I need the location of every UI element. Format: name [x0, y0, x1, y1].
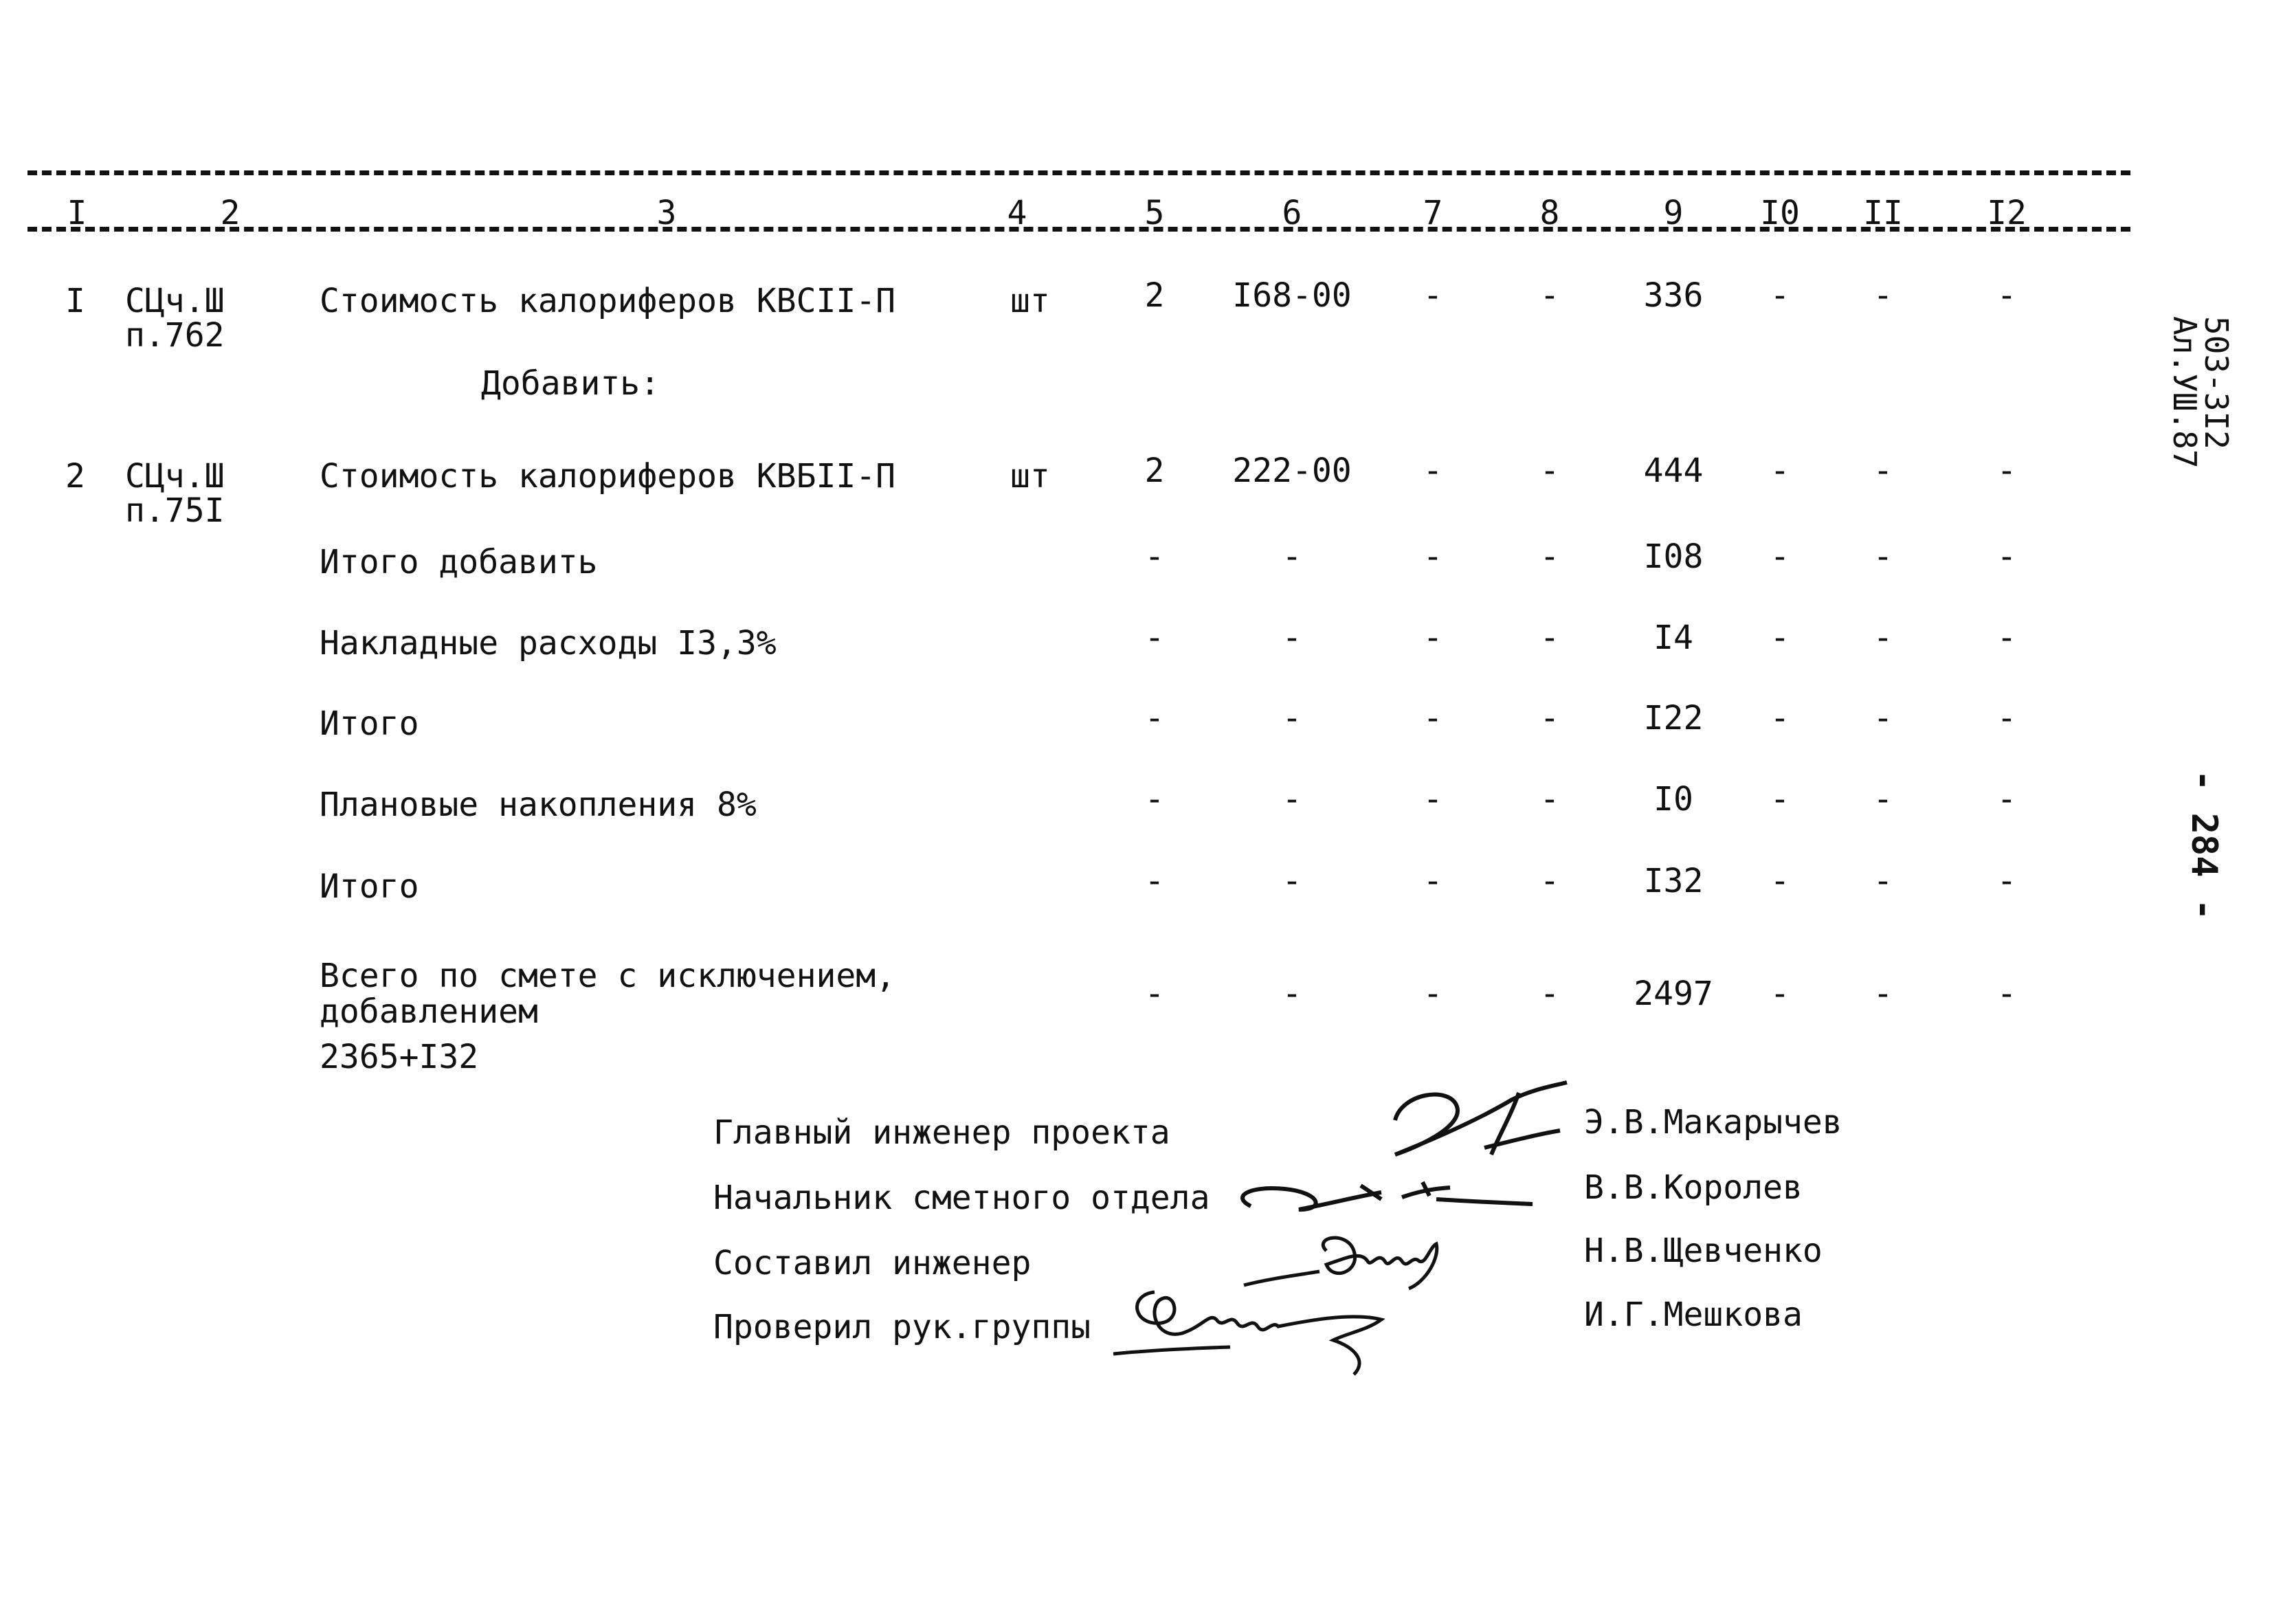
column-header-6: 6: [1282, 194, 1302, 232]
total-desc-line2: добавлением: [320, 992, 538, 1031]
row-cell-9: I4: [1653, 619, 1693, 657]
row-cell-5: -: [1144, 862, 1165, 900]
row-description: Плановые накопления 8%: [320, 786, 757, 824]
row-cell-5: -: [1144, 780, 1165, 819]
column-header-1: I: [67, 194, 87, 232]
row-cell-6: 222-00: [1232, 452, 1352, 490]
row-cell-12: -: [1996, 276, 2017, 315]
row-cell-8: -: [1539, 276, 1560, 315]
row-cell-6: -: [1282, 537, 1302, 576]
signature-role: Составил инженер: [713, 1244, 1032, 1282]
row-cell-8: -: [1539, 537, 1560, 576]
signature-name: В.В.Королев: [1584, 1168, 1803, 1207]
row-cell-11: -: [1873, 699, 1893, 737]
total-cell-6: -: [1282, 975, 1302, 1013]
row-cell-9: I08: [1643, 537, 1704, 576]
row-cell-7: -: [1423, 619, 1443, 657]
total-cell-12: -: [1996, 975, 2017, 1013]
row-cell-12: -: [1996, 699, 2017, 737]
row-description: Итого: [320, 867, 419, 906]
row-code-line1: СЦч.Ш: [125, 282, 225, 320]
row-cell-10: -: [1770, 862, 1790, 900]
row-cell-12: -: [1996, 452, 2017, 490]
row-cell-10: -: [1770, 537, 1790, 576]
row-cell-12: -: [1996, 537, 2017, 576]
row-cell-9: I22: [1643, 699, 1704, 737]
row-cell-9: I32: [1643, 862, 1704, 900]
row-code-line2: п.762: [125, 316, 225, 355]
row-cell-9: 444: [1643, 452, 1704, 490]
column-header-7: 7: [1423, 194, 1443, 232]
page-number: - 284 -: [2183, 770, 2225, 921]
row-cell-8: -: [1539, 619, 1560, 657]
row-cell-8: -: [1539, 452, 1560, 490]
row-cell-8: -: [1539, 699, 1560, 737]
row-cell-7: -: [1423, 452, 1443, 490]
column-header-11: II: [1863, 194, 1903, 232]
top-dashed-rule: [27, 170, 2130, 175]
row-cell-12: -: [1996, 780, 2017, 819]
column-header-4: 4: [1007, 194, 1027, 232]
signature-chief-engineer: [1374, 1072, 1581, 1168]
row-cell-12: -: [1996, 619, 2017, 657]
row-cell-10: -: [1770, 452, 1790, 490]
row-cell-7: -: [1423, 862, 1443, 900]
signature-group-lead: [1106, 1265, 1395, 1381]
row-cell-11: -: [1873, 452, 1893, 490]
signature-role: Начальник сметного отдела: [713, 1179, 1210, 1217]
total-cell-8: -: [1539, 975, 1560, 1013]
row-unit: шт: [1010, 282, 1050, 320]
row-cell-11: -: [1873, 276, 1893, 315]
side-doc-code: [2166, 316, 2235, 469]
row-cell-6: -: [1282, 780, 1302, 819]
total-desc-line1: Всего по смете с исключением,: [320, 957, 896, 995]
row-cell-9: I0: [1653, 780, 1693, 819]
doc-code: 503-3I2: [2198, 316, 2235, 449]
row-cell-7: -: [1423, 699, 1443, 737]
signature-role: Главный инженер проекта: [713, 1113, 1170, 1152]
row-cell-5: 2: [1144, 276, 1165, 315]
row-number: I: [65, 282, 85, 320]
row-cell-11: -: [1873, 862, 1893, 900]
row-cell-11: -: [1873, 780, 1893, 819]
row-cell-5: -: [1144, 619, 1165, 657]
row-number: 2: [65, 457, 85, 496]
row-cell-9: 336: [1643, 276, 1704, 315]
column-header-8: 8: [1539, 194, 1560, 232]
total-cell-7: -: [1423, 975, 1443, 1013]
row-cell-7: -: [1423, 780, 1443, 819]
row-cell-10: -: [1770, 780, 1790, 819]
total-cell-9: 2497: [1634, 975, 1713, 1013]
row-description: Стоимость калориферов КВБII-П: [320, 457, 896, 496]
signature-head-estimates: [1223, 1168, 1539, 1223]
row-cell-8: -: [1539, 862, 1560, 900]
album-code: Ал.УШ.87: [2166, 316, 2203, 469]
row-description: Итого добавить: [320, 543, 598, 581]
row-cell-6: -: [1282, 699, 1302, 737]
total-cell-10: -: [1770, 975, 1790, 1013]
row-cell-5: 2: [1144, 452, 1165, 490]
row-cell-7: -: [1423, 537, 1443, 576]
column-header-9: 9: [1663, 194, 1684, 232]
total-cell-5: -: [1144, 975, 1165, 1013]
row-code-line2: п.75I: [125, 491, 225, 530]
row-code-line1: СЦч.Ш: [125, 457, 225, 496]
header-dashed-rule: [27, 227, 2130, 232]
row-cell-6: -: [1282, 862, 1302, 900]
row-cell-6: -: [1282, 619, 1302, 657]
signature-name: Н.В.Щевченко: [1584, 1232, 1823, 1270]
row-cell-8: -: [1539, 780, 1560, 819]
row-cell-10: -: [1770, 276, 1790, 315]
column-header-10: I0: [1760, 194, 1800, 232]
row-cell-5: -: [1144, 537, 1165, 576]
column-header-5: 5: [1144, 194, 1165, 232]
row-cell-6: I68-00: [1232, 276, 1352, 315]
column-header-3: 3: [656, 194, 677, 232]
total-formula: 2365+I32: [320, 1038, 479, 1076]
row-cell-5: -: [1144, 699, 1165, 737]
row-description: Стоимость калориферов КВСII-П: [320, 282, 896, 320]
row-description: Итого: [320, 704, 419, 743]
signature-role: Проверил рук.группы: [713, 1308, 1091, 1346]
row-description: Добавить:: [481, 364, 660, 403]
column-header-12: I2: [1987, 194, 2027, 232]
row-cell-11: -: [1873, 537, 1893, 576]
row-unit: шт: [1010, 457, 1050, 496]
row-cell-7: -: [1423, 276, 1443, 315]
row-cell-10: -: [1770, 619, 1790, 657]
signature-name: Э.В.Макарычев: [1584, 1103, 1842, 1142]
row-description: Накладные расходы I3,3%: [320, 624, 777, 663]
row-cell-12: -: [1996, 862, 2017, 900]
signature-name: И.Г.Мешкова: [1584, 1295, 1803, 1334]
row-cell-11: -: [1873, 619, 1893, 657]
column-header-2: 2: [220, 194, 241, 232]
total-cell-11: -: [1873, 975, 1893, 1013]
row-cell-10: -: [1770, 699, 1790, 737]
